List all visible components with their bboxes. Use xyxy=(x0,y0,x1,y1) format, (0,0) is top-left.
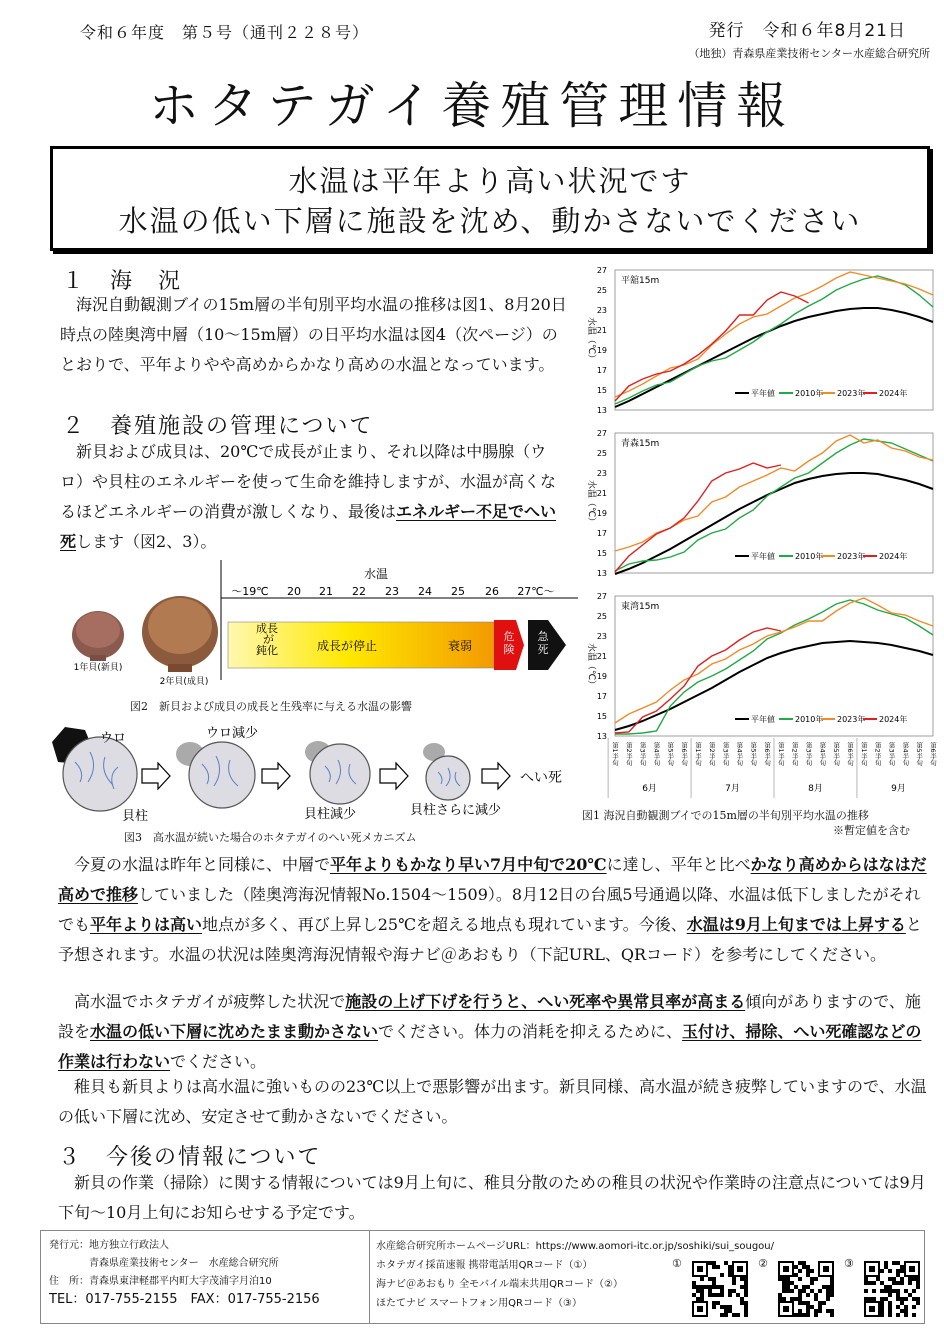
section1-heading: １ 海 況 xyxy=(62,269,183,294)
y-tick-label: 25 xyxy=(596,286,607,295)
qr-code-1-icon[interactable] xyxy=(692,1261,748,1317)
x-tick-label: 第4半旬 xyxy=(735,742,744,766)
uro-less-label: ウロ減少 xyxy=(206,726,259,741)
section3-heading: ３ 今後の情報について xyxy=(58,1145,322,1170)
x-tick-label: 第2半旬 xyxy=(873,742,882,766)
death-label: へい死 xyxy=(520,770,562,786)
legend-label: 2010年 xyxy=(795,715,824,724)
chart-title: 平舘15m xyxy=(621,276,660,286)
uro-label: ウロ xyxy=(100,731,127,746)
y-axis-label: 水温（℃） xyxy=(586,479,596,527)
arrow-right-icon xyxy=(142,763,170,789)
legend-label: 2024年 xyxy=(879,389,908,398)
x-tick-label: 第6半旬 xyxy=(929,742,937,766)
qr2-marker: ② xyxy=(758,1257,768,1270)
fig2-tick: 27℃～ xyxy=(517,585,555,598)
body-paragraph-2 xyxy=(58,987,928,1077)
legend-label: 2023年 xyxy=(837,715,866,724)
figure1-caption: 図1 海況自動観測ブイでの15m層の半旬別平均水温の推移 xyxy=(582,809,869,822)
page-title: ホタテガイ養殖管理情報 xyxy=(148,77,796,135)
legend-label: 平年値 xyxy=(751,552,775,561)
y-tick-label: 15 xyxy=(596,386,607,395)
y-tick-label: 19 xyxy=(596,672,607,681)
fig2-tick: 21 xyxy=(319,585,333,598)
x-tick-label: 第5半旬 xyxy=(832,742,841,766)
x-tick-label: 第3半旬 xyxy=(638,742,647,766)
legend-label: 2024年 xyxy=(879,715,908,724)
figure3 xyxy=(50,722,580,822)
fig2-ticks xyxy=(231,585,554,598)
x-tick-label: 第3半旬 xyxy=(804,742,813,766)
p1-segment: 地点が多く、再び上昇し25℃を超える地点も現れています。今後、 xyxy=(202,915,687,934)
footer-institute: 青森県産業技術センター 水産総合研究所 xyxy=(49,1258,279,1269)
footer-address: 住 所：青森県東津軽郡平内町大字茂浦字月泊10 xyxy=(49,1276,272,1287)
footer-links xyxy=(369,1231,925,1323)
legend-label: 平年値 xyxy=(751,389,775,398)
y-tick-label: 13 xyxy=(596,406,607,415)
y-tick-label: 27 xyxy=(596,592,607,601)
body-paragraph-1 xyxy=(58,850,928,970)
y-tick-label: 15 xyxy=(596,712,607,721)
y-tick-label: 17 xyxy=(596,366,607,375)
figure2-caption: 図2 新貝および成貝の成長と生残率に与える水温の影響 xyxy=(130,700,412,713)
p1-segment: 今夏の水温は昨年と同様に、中層で xyxy=(58,855,331,874)
scallop-stage2-icon xyxy=(176,742,255,808)
x-tick-label: 第1半旬 xyxy=(611,742,619,766)
x-tick-label: 第3半旬 xyxy=(721,742,730,766)
p2-segment: 傾向がありますので、施設を xyxy=(58,992,921,1041)
shell2-label: 2年貝(成貝) xyxy=(159,677,209,687)
kaibashira-less-label: 貝柱減少 xyxy=(304,807,357,822)
shell-2yr-icon xyxy=(142,596,218,672)
y-tick-label: 21 xyxy=(596,652,607,661)
y-tick-label: 25 xyxy=(596,612,607,621)
p1-segment: 平年よりは高い xyxy=(90,915,203,934)
publish-date: 発行 令和６年8月21日 xyxy=(708,21,906,41)
fig2-tick: 26 xyxy=(485,585,499,598)
issue-number: 令和６年度 第５号（通刊２２８号） xyxy=(80,23,370,42)
x-tick-label: 第3半旬 xyxy=(887,742,896,766)
footer-contact xyxy=(49,1237,320,1309)
qr3-marker: ③ xyxy=(844,1257,854,1270)
headline-line1: 水温は平年より高い状況です xyxy=(288,164,692,198)
homepage-url[interactable]: 水産総合研究所ホームページURL：https://www.aomori-itc.or.jp/soshiki/sui_sougou/ xyxy=(376,1241,775,1252)
p2-segment: でください。体力の消耗を抑えるために、 xyxy=(378,1022,683,1041)
figure3-caption: 図3 高水温が続いた場合のホタテガイのへい死メカニズム xyxy=(124,831,417,844)
chart-title: 青森15m xyxy=(621,439,660,449)
shell1-label: 1年貝(新貝) xyxy=(73,663,123,673)
x-tick-label: 第5半旬 xyxy=(915,742,924,766)
p1-segment: かなり高めからはなはだ高めで推移 xyxy=(58,855,927,904)
y-tick-label: 17 xyxy=(596,529,607,538)
scallop-stage4-icon xyxy=(423,743,470,800)
fig2-label-weak: 衰弱 xyxy=(447,639,473,653)
x-tick-label: 第6半旬 xyxy=(763,742,772,766)
x-tick-label: 第4半旬 xyxy=(901,742,910,766)
y-tick-label: 19 xyxy=(596,509,607,518)
y-axis-label: 水温（℃） xyxy=(586,316,596,364)
section2-text-b: します（図2、3）。 xyxy=(76,532,217,551)
fig2-tick: 25 xyxy=(451,585,465,598)
y-tick-label: 27 xyxy=(596,429,607,438)
section2-text xyxy=(60,437,570,557)
p2-segment: 水温の低い下層に沈めたまま動かさない xyxy=(90,1022,379,1041)
y-tick-label: 27 xyxy=(596,266,607,275)
chart-title: 東湾15m xyxy=(621,602,660,612)
y-tick-label: 21 xyxy=(596,489,607,498)
month-label: 8月 xyxy=(808,784,823,794)
publisher-org: （地独）青森県産業技術センター水産総合研究所 xyxy=(688,47,930,60)
p1-segment: 水温は9月上旬までは上昇する xyxy=(686,915,906,934)
legend-label: 2024年 xyxy=(879,552,908,561)
month-label: 6月 xyxy=(642,784,657,794)
fig2-tick: 23 xyxy=(385,585,399,598)
headline-line2: 水温の低い下層に施設を沈め、動かさないでください xyxy=(118,204,862,238)
y-tick-label: 23 xyxy=(596,469,607,478)
p2-segment: でください。 xyxy=(170,1052,267,1071)
x-tick-label: 第1半旬 xyxy=(859,742,868,766)
section2-heading: ２ 養殖施設の管理について xyxy=(62,414,374,439)
arrow-right-icon xyxy=(482,763,510,789)
fig2-tick: 22 xyxy=(352,585,366,598)
legend-label: 2010年 xyxy=(795,389,824,398)
legend-label: 2010年 xyxy=(795,552,824,561)
legend-label: 2023年 xyxy=(837,389,866,398)
y-tick-label: 15 xyxy=(596,549,607,558)
fig2-label-stop: 成長が停止 xyxy=(316,639,378,653)
y-tick-label: 17 xyxy=(596,692,607,701)
figure1-note: ※暫定値を含む xyxy=(833,824,910,837)
x-tick-label: 第2半旬 xyxy=(790,742,799,766)
p1-segment: 平年よりもかなり早い7月中旬で20℃ xyxy=(330,855,607,874)
y-tick-label: 13 xyxy=(596,569,607,578)
fig2-tick: 24 xyxy=(418,585,432,598)
footer-publisher: 発行元：地方独立行政法人 xyxy=(49,1240,169,1251)
legend-label: 平年値 xyxy=(751,715,775,724)
scallop-stage3-icon xyxy=(305,741,370,804)
section2-text-a: 新貝および成貝は、20℃で成長が止まり、それ以降は中腸腺（ウロ）や貝柱のエネルギーを使って生命を維持しますが、水温が高くなるほどエネルギーの消費が激しくなり、最後は xyxy=(60,442,557,521)
p2-segment: 玉付け、掃除、へい死確認などの作業は行わない xyxy=(58,1022,922,1071)
y-tick-label: 23 xyxy=(596,306,607,315)
x-tick-label: 第2半旬 xyxy=(707,742,716,766)
x-tick-label: 第4半旬 xyxy=(818,742,827,766)
qr-desc-2: 海ナビ＠あおもり 全モバイル端末共用QRコード（②） xyxy=(376,1279,623,1290)
x-tick-label: 第2半旬 xyxy=(624,742,633,766)
p2-segment: 高水温でホタテガイが疲弊した状況で xyxy=(58,992,346,1011)
p1-segment: と予想されます。水温の状況は陸奥湾海況情報や海ナビ＠あおもり（下記URL、QRコード）を参考にしてください。 xyxy=(58,915,922,964)
x-tick-label: 第5半旬 xyxy=(749,742,758,766)
y-axis-label: 水温（℃） xyxy=(586,642,596,690)
qr-desc-1: ホタテガイ採苗速報 携帯電話用QRコード（①） xyxy=(376,1260,593,1271)
fig2-scale-title: 水温 xyxy=(363,567,389,581)
fig2-tick: ～19℃ xyxy=(231,585,269,598)
body-paragraph-3: 稚貝も新貝よりは高水温に強いものの23℃以上で悪影響が出ます。新貝同様、高水温が続き疲弊していますので、水温の低い下層に沈め、安定させて動かさないでください。 xyxy=(58,1077,927,1126)
section1-text: 海況自動観測ブイの15m層の半旬別平均水温の推移は図1、8月20日時点の陸奥湾中層（10～15m層）の日平均水温は図4（次ページ）のとおりで、平年よりやや高めからかなり高めの水温となっています。 xyxy=(60,295,567,374)
fig2-label-death: 急死 xyxy=(537,630,549,656)
kaibashira-more-label: 貝柱さらに減少 xyxy=(410,803,502,818)
x-tick-label: 第6半旬 xyxy=(680,742,689,766)
p1-segment: していました（陸奥湾海況情報No.1504～1509）。8月12日の台風5号通過以降、水温は低下しましたがそれでも xyxy=(58,885,921,934)
y-tick-label: 21 xyxy=(596,326,607,335)
arrow-right-icon xyxy=(262,763,290,789)
footer-box xyxy=(40,1230,925,1324)
p2-segment: 施設の上げ下げを行うと、へい死率や異常貝率が高まる xyxy=(345,992,746,1011)
qr1-marker: ① xyxy=(672,1257,682,1270)
fig2-label-danger: 危険 xyxy=(503,630,515,656)
qr-desc-3: ほたてナビ スマートフォン用QRコード（③） xyxy=(376,1298,582,1309)
qr-code-3-icon[interactable] xyxy=(864,1261,920,1317)
kaibashira-label: 貝柱 xyxy=(122,809,149,822)
x-tick-label: 第4半旬 xyxy=(652,742,661,766)
x-tick-label: 第5半旬 xyxy=(666,742,675,766)
month-label: 9月 xyxy=(891,784,906,794)
fig2-label-slow: 成長が鈍化 xyxy=(256,622,278,657)
qr-code-2-icon[interactable] xyxy=(778,1261,834,1317)
figure1 xyxy=(575,262,940,807)
y-tick-label: 19 xyxy=(596,346,607,355)
figure2 xyxy=(58,560,578,720)
footer-phone: TEL：017-755-2155 FAX：017-755-2156 xyxy=(49,1292,320,1307)
legend-label: 2023年 xyxy=(837,552,866,561)
y-tick-label: 25 xyxy=(596,449,607,458)
y-tick-label: 13 xyxy=(596,732,607,741)
p1-segment: に達し、平年と比べ xyxy=(606,855,751,874)
shell-1yr-icon xyxy=(72,611,124,661)
fig2-tick: 20 xyxy=(287,585,301,598)
headline-box xyxy=(50,146,930,251)
x-tick-label: 第1半旬 xyxy=(776,742,785,766)
month-label: 7月 xyxy=(725,784,740,794)
section3-text: 新貝の作業（掃除）に関する情報については9月上旬に、稚貝分散のための稚貝の状況や作業時の注意点については9月下旬～10月上旬にお知らせする予定です。 xyxy=(58,1173,926,1222)
x-tick-label: 第1半旬 xyxy=(693,742,702,766)
arrow-right-icon xyxy=(380,763,408,789)
y-tick-label: 23 xyxy=(596,632,607,641)
x-tick-label: 第6半旬 xyxy=(846,742,855,766)
section2-text-underline: エネルギー不足でへい死 xyxy=(60,502,557,551)
